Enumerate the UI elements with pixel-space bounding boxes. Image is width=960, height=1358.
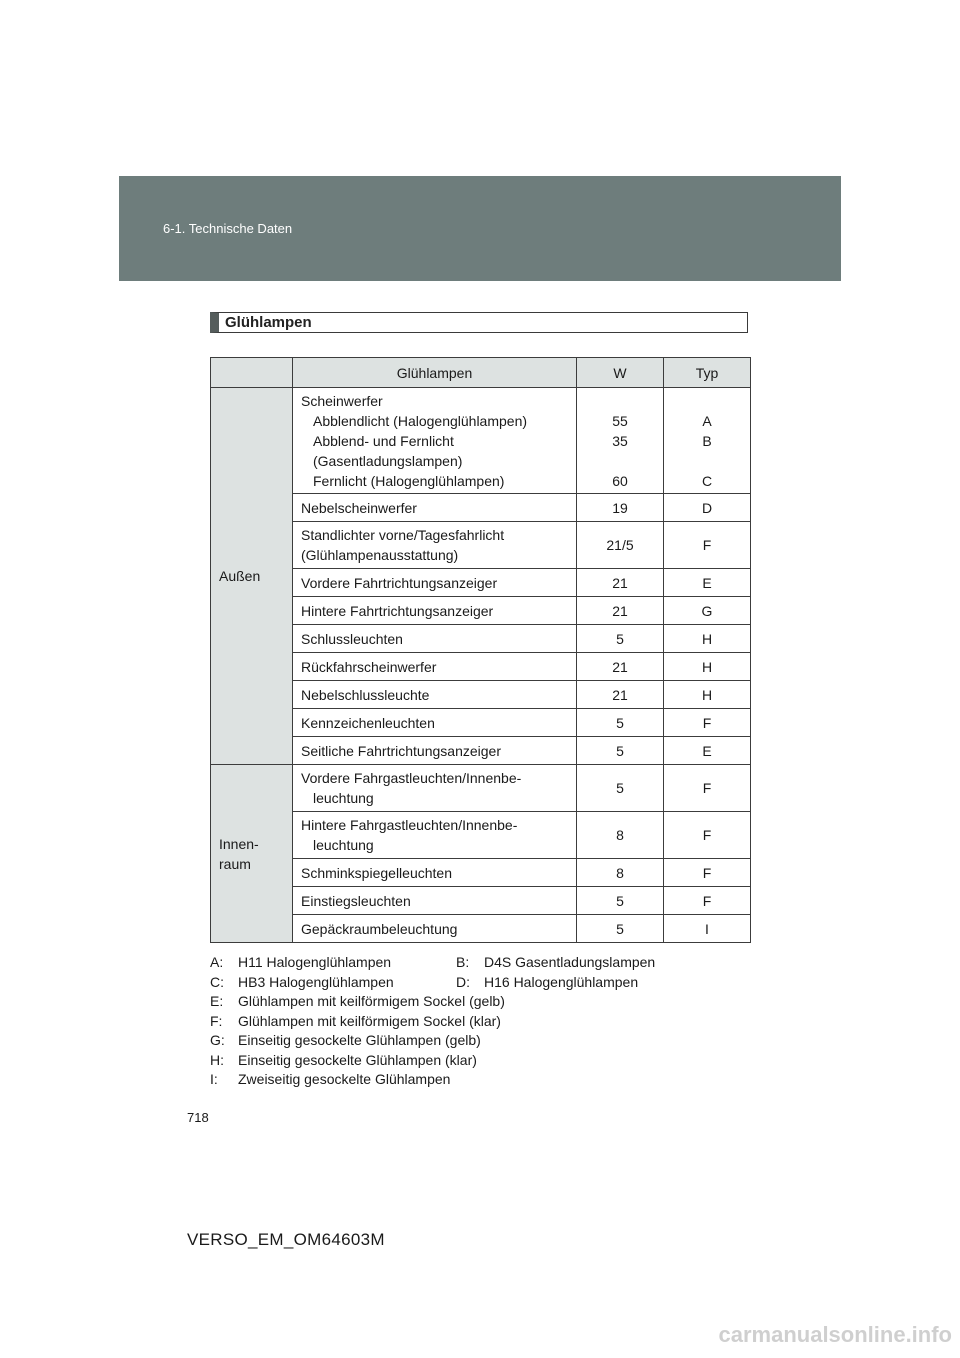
bulbs-table	[210, 357, 751, 943]
table-row: Schlussleuchten 5 H	[211, 625, 751, 653]
table-row: Hintere Fahrgastleuchten/Innenbe- leuchtung 8 F	[211, 812, 751, 859]
table-row: Gepäckraumbeleuchtung 5 I	[211, 915, 751, 943]
legend-row: A: H11 Halogenglühlampen B: D4S Gasentladungslampen	[210, 954, 656, 970]
watermark: carmanualsonline.info	[718, 1322, 952, 1347]
header-w: W	[577, 358, 664, 388]
section-title-text: Glühlampen	[225, 314, 312, 331]
legend-row: I: Zweiseitig gesockelte Glühlampen	[210, 1071, 451, 1087]
footer-code: VERSO_EM_OM64603M	[187, 1230, 385, 1249]
row-headlights: Scheinwerfer Abblendlicht (Halogenglühlampen) Abblend- und Fernlicht (Gasentladungslampen) Fernlicht (Halogenglühlampen)	[293, 388, 577, 494]
header-blank	[211, 358, 293, 388]
table-row: Vordere Fahrtrichtungsanzeiger 21 E	[211, 569, 751, 597]
legend-row: H: Einseitig gesockelte Glühlampen (klar)	[210, 1051, 477, 1068]
group-interior: Innen- raum	[211, 765, 293, 943]
legend-row: G: Einseitig gesockelte Glühlampen (gelb)	[210, 1032, 481, 1048]
legend-row: F: Glühlampen mit keilförmigem Sockel (klar)	[210, 1012, 501, 1029]
table-row: Standlichter vorne/Tagesfahrlicht (Glühlampenausstattung) 21/5 F	[211, 522, 751, 569]
header-bulbs: Glühlampen	[293, 358, 577, 388]
legend-row: C: HB3 Halogenglühlampen D: H16 Halogenglühlampen	[210, 973, 639, 990]
table-row: Hintere Fahrtrichtungsanzeiger 21 G	[211, 597, 751, 625]
header-band	[119, 176, 841, 281]
row-headlights-w: 55 35 60	[577, 388, 664, 494]
legend	[210, 953, 750, 1090]
table-row: Rückfahrscheinwerfer 21 H	[211, 653, 751, 681]
table-row	[211, 388, 751, 494]
table-row: Einstiegsleuchten 5 F	[211, 887, 751, 915]
table-row: Nebelscheinwerfer 19 D	[211, 494, 751, 522]
page-number: 718	[187, 1110, 209, 1125]
row-headlights-type: A B C	[664, 388, 751, 494]
table-row: Innen- raum Vordere Fahrgastleuchten/Innenbe- leuchtung 5 F	[211, 765, 751, 812]
legend-row: E: Glühlampen mit keilförmigem Sockel (gelb)	[210, 993, 505, 1009]
table-row: Kennzeichenleuchten 5 F	[211, 709, 751, 737]
table-row: Nebelschlussleuchte 21 H	[211, 681, 751, 709]
table-row: Schminkspiegelleuchten 8 F	[211, 859, 751, 887]
section-title	[210, 312, 748, 333]
table-header-row	[211, 358, 751, 388]
section-label: 6-1. Technische Daten	[163, 221, 293, 236]
group-exterior: Außen	[211, 388, 293, 765]
header-type: Typ	[664, 358, 751, 388]
table-row: Seitliche Fahrtrichtungsanzeiger 5 E	[211, 737, 751, 765]
